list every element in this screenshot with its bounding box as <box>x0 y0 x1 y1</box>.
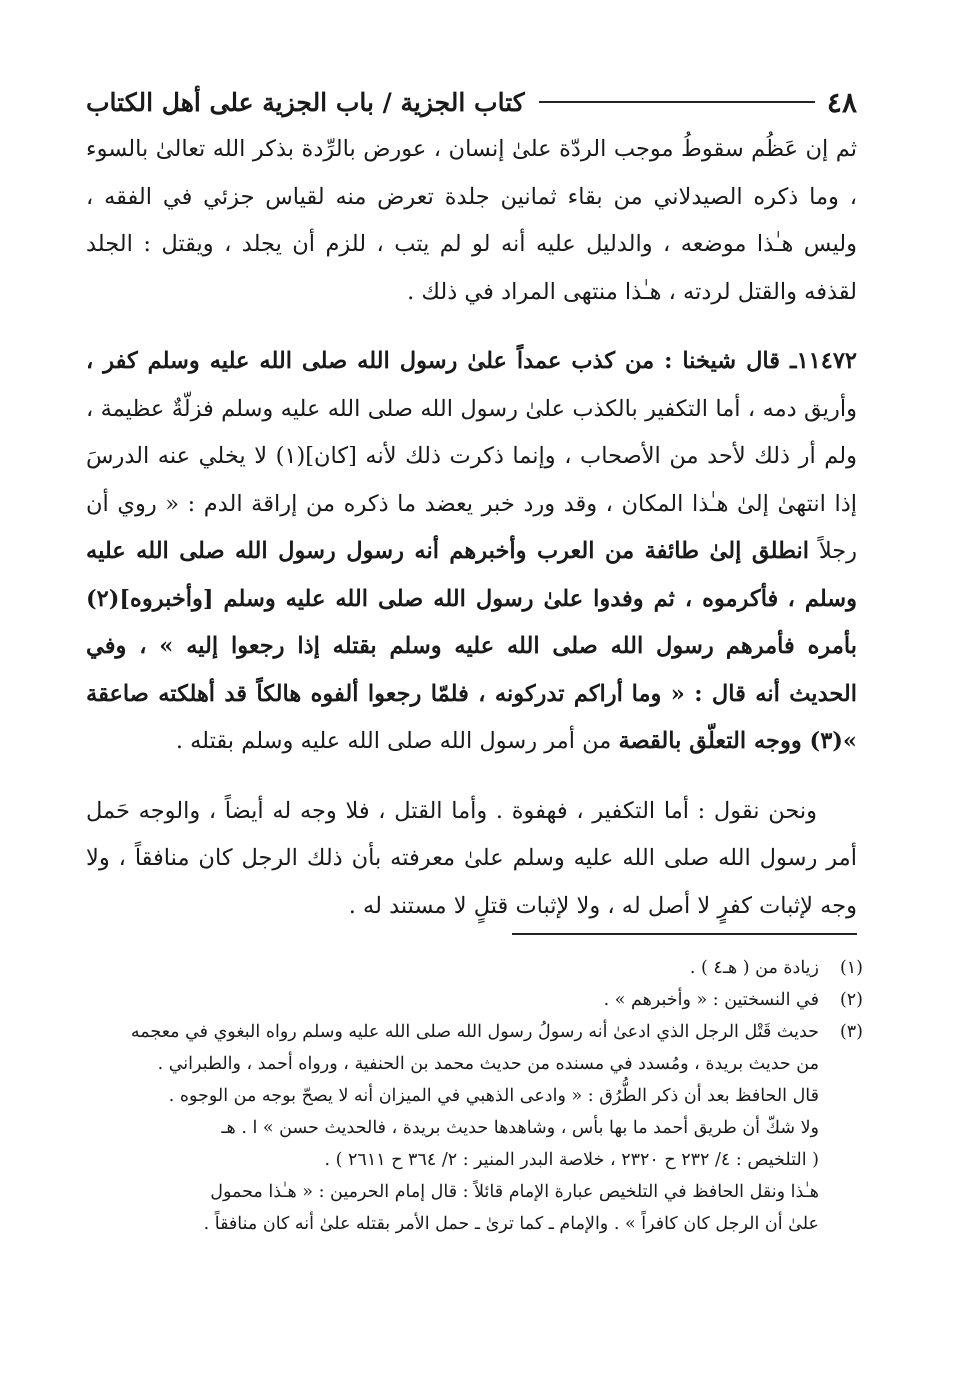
footnote-separator <box>512 933 857 935</box>
footnote-line: من حديث بريدة ، ومُسدد في مسنده من حديث محمد بن الحنفية ، ورواه أحمد ، والطبراني . <box>157 1054 819 1074</box>
footnotes <box>86 952 863 1240</box>
text-line: رسول الله صلى الله عليه وسلم بقتله إذا رجعوا إليه » ، وفي الحديث أنه قال : « وما <box>86 633 858 707</box>
footnote-number: (٣) <box>839 1022 863 1042</box>
text-line: لإثبات كفرٍ لا أصل له ، ولا لإثبات قتلٍ لا مستند له . <box>348 892 813 919</box>
text-line: ونحن نقول : أما التكفير ، فهفوة . وأما القتل ، فلا وجه له أيضاً ، والوجه حَمل <box>86 797 817 824</box>
text-line: والقتل لردته ، هـٰذا منتهى المراد في ذلك . <box>407 278 797 305</box>
footnote-line: علىٰ أن الرجل كان كافراً » . والإمام ـ كما ترىٰ ـ حمل الأمر بقتله علىٰ أنه كان منافقاً . <box>203 1214 819 1234</box>
paragraph-3 <box>86 788 857 931</box>
text-line: من أمر رسول الله صلى الله عليه وسلم بقتله . <box>175 728 612 754</box>
header-rule <box>539 101 815 103</box>
footnote-3 <box>86 1016 863 1240</box>
text-line: فأكرموه ، ثم وفدوا علىٰ رسول الله صلى الله عليه وسلم [وأخبروه](٢) بأمره فأمرهم <box>86 585 857 659</box>
text-line: أراكم تدركونه ، فلمّا رجعوا ألفوه هالكاً قد أهلكته صاعقة »(٣) ووجه التعلّق بالقصة <box>86 680 857 754</box>
footnote-number: (٢) <box>839 990 863 1010</box>
text-line: ثم إن عَظُم سقوطُ موجب الردّة علىٰ إنسان ، عورض بالرِّدة بذكر الله تعالىٰ بالسوء ، <box>86 136 857 210</box>
running-title: كتاب الجزية / باب الجزية على أهل الكتاب <box>86 87 525 117</box>
text-line: انتهىٰ إلىٰ هـٰذا المكان ، وقد ورد خبر يعضد ما ذكره من إراقة الدم : « روي أن رجلاً <box>86 490 858 564</box>
paragraph-2 <box>86 338 857 766</box>
footnote-line: هـٰذا ونقل الحافظ في التلخيص عبارة الإمام قائلاً : قال إمام الحرمين : « هـٰذا محمول <box>210 1182 819 1202</box>
footnote-line: زيادة من ( هـ٤ ) . <box>689 958 819 978</box>
page-number: ٤٨ <box>826 85 857 119</box>
footnote-line: ( التلخيص : ٤/ ٢٣٢ ح ٢٣٢٠ ، خلاصة البدر المنير : ٢/ ٣٦٤ ح ٢٦١١ ) . <box>324 1150 819 1170</box>
footnote-1 <box>86 952 863 984</box>
text-line: وأريق دمه ، أما التكفير بالكذب علىٰ رسول الله صلى الله عليه وسلم فزلّةٌ عظيمة ، ولم <box>86 395 857 469</box>
footnote-line: في النسختين : « وأخبرهم » . <box>603 990 819 1010</box>
text-line: هـٰذا موضعه ، والدليل عليه أنه لو لم يتب ، للزم أن يجلد ، ويقتل : الجلد لقذفه <box>86 231 857 305</box>
main-text <box>86 126 857 930</box>
text-line: انطلق إلىٰ طائفة من العرب وأخبرهم أنه رسول رسول الله صلى الله عليه وسلم ، <box>86 538 857 612</box>
footnote-number: (١) <box>839 958 863 978</box>
text-line: أمر رسول الله صلى الله عليه وسلم علىٰ معرفته بأن ذلك الرجل كان منافقاً ، ولا وجه <box>86 845 857 919</box>
text-line: أر ذلك لأحد من الأصحاب ، وإنما ذكرت ذلك لأنه [كان](١) لا يخلي عنه الدرسَ إذا <box>86 443 858 517</box>
footnote-line: حديث قَتْل الرجل الذي ادعىٰ أنه رسولُ رسول الله صلى الله عليه وسلم رواه البغوي في معجمه <box>130 1022 819 1042</box>
footnote-line: ولا شكّ أن طريق أحمد ما بها بأس ، وشاهدها حديث بريدة ، فالحديث حسن » ا . هـ <box>221 1118 819 1138</box>
paragraph-1 <box>86 126 857 316</box>
text-line: وما ذكره الصيدلاني من بقاء ثمانين جلدة تعرض منه لقياس جزئي في الفقه ، وليس <box>86 183 857 257</box>
page-header <box>86 82 857 122</box>
footnote-2 <box>86 984 863 1016</box>
text-line: ١١٤٧٢ـ قال شيخنا : من كذب عمداً علىٰ رسول الله صلى الله عليه وسلم كفر ، <box>86 348 857 374</box>
footnote-line: قال الحافظ بعد أن ذكر الطُّرُق : « وادعى الذهبي في الميزان أنه لا يصحّ بوجه من الوجوه . <box>168 1086 819 1106</box>
